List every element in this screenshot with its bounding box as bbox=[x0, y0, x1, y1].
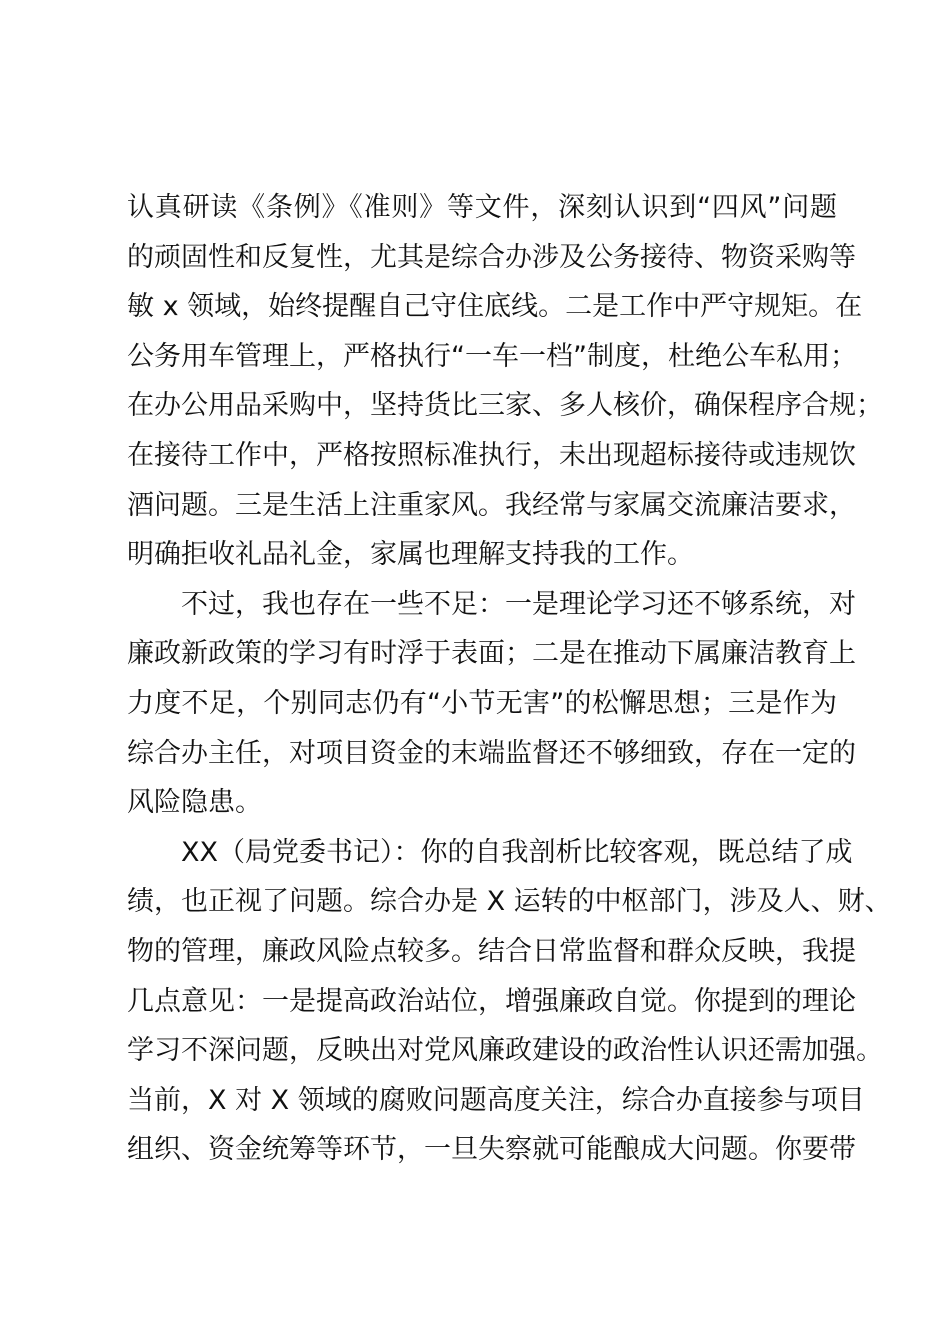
text-line: 明确拒收礼品礼金，家属也理解支持我的工作。 bbox=[127, 539, 694, 571]
text-line: 在接待工作中，严格按照标准执行，未出现超标接待或违规饮 bbox=[127, 439, 856, 471]
document-body bbox=[127, 183, 892, 1175]
text-line: 组织、资金统筹等环节，一旦失察就可能酿成大问题。你要带 bbox=[127, 1134, 856, 1166]
text-line: 公务用车管理上，严格执行“一车一档”制度，杜绝公车私用； bbox=[127, 340, 857, 372]
text-line: 的顽固性和反复性，尤其是综合办涉及公务接待、物资采购等 bbox=[127, 241, 856, 273]
text-line: 不过，我也存在一些不足：一是理论学习还不够系统，对 bbox=[181, 588, 856, 620]
paragraph bbox=[127, 183, 883, 580]
text-line: 绩，也正视了问题。综合办是 X 运转的中枢部门，涉及人、财、 bbox=[127, 886, 892, 918]
paragraph bbox=[127, 580, 856, 828]
text-line: XX（局党委书记）：你的自我剖析比较客观，既总结了成 bbox=[181, 836, 853, 868]
text-line: 酒问题。三是生活上注重家风。我经常与家属交流廉洁要求， bbox=[127, 489, 856, 521]
paragraph bbox=[127, 828, 892, 1175]
text-line: 综合办主任，对项目资金的末端监督还不够细致，存在一定的 bbox=[127, 737, 856, 769]
text-line: 风险隐患。 bbox=[127, 787, 262, 819]
text-line: 当前，X 对 X 领域的腐败问题高度关注，综合办直接参与项目 bbox=[127, 1084, 865, 1116]
text-line: 敏 x 领域，始终提醒自己守住底线。二是工作中严守规矩。在 bbox=[127, 291, 863, 323]
text-line: 物的管理，廉政风险点较多。结合日常监督和群众反映，我提 bbox=[127, 935, 856, 967]
text-line: 认真研读《条例》《准则》等文件，深刻认识到“四风”问题 bbox=[127, 192, 837, 223]
text-line: 力度不足，个别同志仍有“小节无害”的松懈思想；三是作为 bbox=[127, 687, 837, 719]
text-line: 几点意见：一是提高政治站位，增强廉政自觉。你提到的理论 bbox=[127, 985, 856, 1017]
text-line: 廉政新政策的学习有时浮于表面；二是在推动下属廉洁教育上 bbox=[127, 638, 856, 670]
text-line: 在办公用品采购中，坚持货比三家、多人核价，确保程序合规； bbox=[127, 390, 883, 422]
text-line: 学习不深问题，反映出对党风廉政建设的政治性认识还需加强。 bbox=[127, 1035, 883, 1067]
